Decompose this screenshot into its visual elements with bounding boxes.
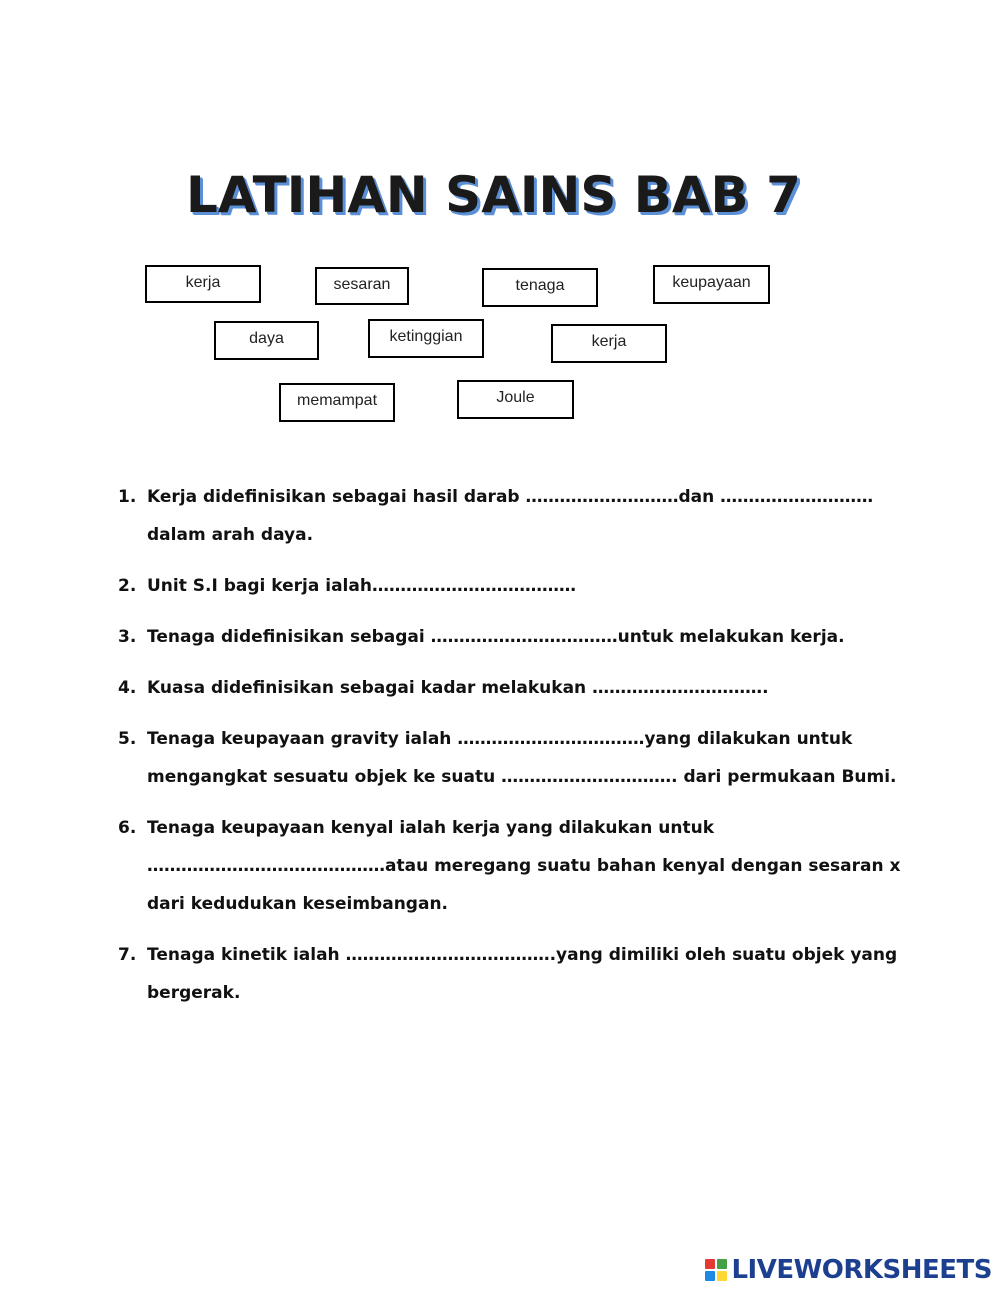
question-item [118, 936, 908, 1012]
word-box-kerja[interactable]: kerja [145, 265, 261, 303]
word-box-memampat[interactable]: memampat [279, 383, 395, 422]
question-number: 6. [118, 818, 137, 838]
word-box-sesaran[interactable]: sesaran [315, 267, 409, 305]
worksheet-title: LATIHAN SAINS BAB 7 [186, 166, 801, 224]
question-number: 1. [118, 487, 137, 507]
question-number: 5. [118, 729, 137, 749]
word-box-tenaga[interactable]: tenaga [482, 268, 598, 307]
question-number: 7. [118, 945, 137, 965]
question-item [118, 809, 908, 923]
question-text: Tenaga keupayaan kenyal ialah kerja yang dilakukan untuk ……………………………………atau meregang suatu bahan kenyal dengan sesaran x dari kedudukan keseimbangan. [147, 818, 901, 914]
question-text: Unit S.I bagi kerja ialah……………………………… [147, 576, 576, 596]
question-text: Tenaga didefinisikan sebagai ……………………………untuk melakukan kerja. [147, 627, 845, 647]
question-item [118, 567, 908, 605]
question-number: 4. [118, 678, 137, 698]
word-box-kerja-2[interactable]: kerja [551, 324, 667, 363]
brand-name: LIVEWORKSHEETS [731, 1255, 992, 1285]
liveworksheets-logo-icon [705, 1259, 727, 1281]
question-list [118, 478, 908, 1025]
logo-square-yellow [717, 1271, 727, 1281]
liveworksheets-brand [705, 1252, 992, 1288]
word-box-joule[interactable]: Joule [457, 380, 574, 419]
word-box-ketinggian[interactable]: ketinggian [368, 319, 484, 358]
question-number: 2. [118, 576, 137, 596]
question-text: Tenaga keupayaan gravity ialah ……………………………yang dilakukan untuk mengangkat sesuatu objek ke suatu …………………………. dari permukaan Bumi. [147, 729, 897, 787]
question-item [118, 618, 908, 656]
question-item [118, 720, 908, 796]
question-text: Tenaga kinetik ialah ……………………………….yang dimiliki oleh suatu objek yang bergerak. [147, 945, 898, 1003]
question-item [118, 478, 908, 554]
logo-square-blue [705, 1271, 715, 1281]
logo-square-green [717, 1259, 727, 1269]
word-box-daya[interactable]: daya [214, 321, 319, 360]
logo-square-red [705, 1259, 715, 1269]
question-item [118, 669, 908, 707]
word-box-keupayaan[interactable]: keupayaan [653, 265, 770, 304]
question-text: Kuasa didefinisikan sebagai kadar melakukan …………………………. [147, 678, 769, 698]
question-text: Kerja didefinisikan sebagai hasil darab ………………………dan ………………………dalam arah daya. [147, 487, 874, 545]
question-number: 3. [118, 627, 137, 647]
